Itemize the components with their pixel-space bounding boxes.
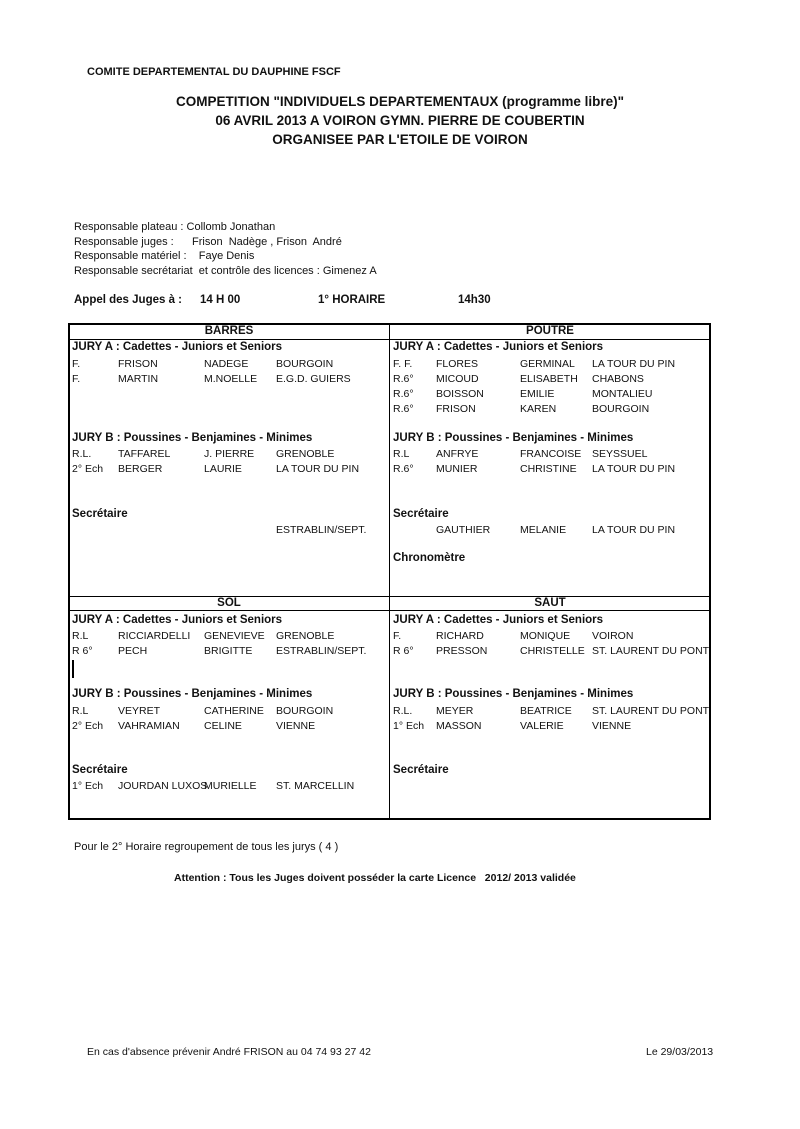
saut-secretaire-title: Secrétaire [393, 764, 449, 776]
grade-cell: R.6° [393, 463, 414, 475]
lastname-cell: FRISON [436, 403, 476, 415]
lastname-cell: GAUTHIER [436, 524, 491, 536]
firstname-cell: LAURIE [204, 463, 242, 475]
lastname-cell: MASSON [436, 720, 482, 732]
firstname-cell: GERMINAL [520, 358, 575, 370]
grade-cell: 1° Ech [393, 720, 425, 732]
firstname-cell: ELISABETH [520, 373, 578, 385]
lastname-cell: MUNIER [436, 463, 478, 475]
firstname-cell: J. PIERRE [204, 448, 255, 460]
attention-note: Attention : Tous les Juges doivent posséder la carte Licence 2012/ 2013 validée [174, 872, 576, 884]
club-cell: SEYSSUEL [592, 448, 648, 460]
horaire-label: 1° HORAIRE [318, 294, 386, 306]
grade-cell: R 6° [72, 645, 93, 657]
grade-cell: R.L [72, 705, 89, 717]
firstname-cell: M.NOELLE [204, 373, 258, 385]
club-cell: ST. MARCELLIN [276, 780, 355, 792]
club-cell: ESTRABLIN/SEPT. [276, 645, 367, 657]
club-cell: LA TOUR DU PIN [592, 524, 676, 536]
firstname-cell: FRANCOISE [520, 448, 582, 460]
absence-note: En cas d'absence prévenir André FRISON au 04 74 93 27 42 [87, 1046, 371, 1058]
responsable-secretariat: Responsable secrétariat et contrôle des licences : Gimenez A [74, 265, 377, 277]
lastname-cell: JOURDAN LUXOS [118, 780, 208, 792]
grade-cell: R.6° [393, 388, 414, 400]
club-cell: E.G.D. GUIERS [276, 373, 351, 385]
club-cell: BOURGOIN [592, 403, 650, 415]
grade-cell: 2° Ech [72, 463, 104, 475]
club-cell: VOIRON [592, 630, 634, 642]
club-cell: GRENOBLE [276, 448, 335, 460]
grade-cell: R.L [72, 630, 89, 642]
lastname-cell: PRESSON [436, 645, 488, 657]
grade-cell: F. [72, 373, 81, 385]
lastname-cell: RICCIARDELLI [118, 630, 191, 642]
club-cell: BOURGOIN [276, 358, 334, 370]
appel-time: 14 H 00 [200, 294, 241, 306]
appel-label: Appel des Juges à : [74, 294, 183, 306]
club-cell: MONTALIEU [592, 388, 653, 400]
firstname-cell: VALERIE [520, 720, 564, 732]
grade-cell: R 6° [393, 645, 414, 657]
club-cell: GRENOBLE [276, 630, 335, 642]
lastname-cell: VEYRET [118, 705, 161, 717]
firstname-cell: MELANIE [520, 524, 567, 536]
firstname-cell: BEATRICE [520, 705, 572, 717]
sol-jury-b-title: JURY B : Poussines - Benjamines - Minimes [72, 688, 313, 700]
saut-jury-b-title: JURY B : Poussines - Benjamines - Minimes [393, 688, 634, 700]
poutre-header: POUTRE [526, 325, 574, 337]
table-header-line-top [69, 339, 710, 340]
grade-cell: 1° Ech [72, 780, 104, 792]
firstname-cell: NADEGE [204, 358, 249, 370]
poutre-jury-a-title: JURY A : Cadettes - Juniors et Seniors [393, 341, 604, 353]
competition-date-place: 06 AVRIL 2013 A VOIRON GYMN. PIERRE DE COUBERTIN [215, 113, 585, 128]
competition-organizer: ORGANISEE PAR L'ETOILE DE VOIRON [272, 132, 528, 147]
grade-cell: F. F. [393, 358, 413, 370]
grade-cell: R.L. [393, 705, 413, 717]
grade-cell: R.6° [393, 373, 414, 385]
sol-jury-a-title: JURY A : Cadettes - Juniors et Seniors [72, 614, 283, 626]
club-cell: ST. LAURENT DU PONT [592, 645, 710, 657]
lastname-cell: ANFRYE [436, 448, 479, 460]
sol-secretaire-title: Secrétaire [72, 764, 128, 776]
club-cell: BOURGOIN [276, 705, 334, 717]
saut-header: SAUT [534, 597, 566, 609]
firstname-cell: CHRISTELLE [520, 645, 585, 657]
firstname-cell: KAREN [520, 403, 557, 415]
horaire-time: 14h30 [458, 294, 491, 306]
grade-cell: 2° Ech [72, 720, 104, 732]
club-cell: VIENNE [592, 720, 632, 732]
responsable-plateau: Responsable plateau : Collomb Jonathan [74, 221, 276, 233]
poutre-secretaire-title: Secrétaire [393, 508, 449, 520]
lastname-cell: VAHRAMIAN [118, 720, 180, 732]
table-center-divider [389, 324, 390, 819]
grade-cell: R.L. [72, 448, 92, 460]
barres-secretaire-title: Secrétaire [72, 508, 128, 520]
lastname-cell: BERGER [118, 463, 163, 475]
barres-header: BARRES [204, 325, 254, 337]
firstname-cell: EMILIE [520, 388, 555, 400]
poutre-jury-b-title: JURY B : Poussines - Benjamines - Minimes [393, 432, 634, 444]
club-cell: LA TOUR DU PIN [592, 463, 676, 475]
club-cell: LA TOUR DU PIN [592, 358, 676, 370]
lastname-cell: BOISSON [436, 388, 484, 400]
responsable-materiel: Responsable matériel : Faye Denis [74, 250, 255, 262]
grade-cell: R.L [393, 448, 410, 460]
lastname-cell: RICHARD [436, 630, 484, 642]
competition-title: COMPETITION "INDIVIDUELS DEPARTEMENTAUX (programme libre)" [175, 94, 625, 109]
lastname-cell: MARTIN [118, 373, 159, 385]
firstname-cell: CATHERINE [204, 705, 264, 717]
barres-jury-a-title: JURY A : Cadettes - Juniors et Seniors [72, 341, 283, 353]
horaire2-note: Pour le 2° Horaire regroupement de tous les jurys ( 4 ) [74, 841, 339, 853]
lastname-cell: MICOUD [436, 373, 479, 385]
club-cell: CHABONS [592, 373, 644, 385]
grade-cell: F. [393, 630, 402, 642]
text-cursor-mark [72, 660, 74, 678]
saut-jury-a-title: JURY A : Cadettes - Juniors et Seniors [393, 614, 604, 626]
club-cell: ST. LAURENT DU PONT [592, 705, 710, 717]
firstname-cell: MONIQUE [520, 630, 571, 642]
firstname-cell: GENEVIEVE [204, 630, 265, 642]
poutre-chrono-title: Chronomètre [393, 552, 466, 564]
firstname-cell: MURIELLE [204, 780, 257, 792]
club-cell: ESTRABLIN/SEPT. [276, 524, 367, 536]
lastname-cell: TAFFAREL [118, 448, 171, 460]
firstname-cell: BRIGITTE [204, 645, 253, 657]
sol-header: SOL [217, 597, 241, 609]
document-date: Le 29/03/2013 [646, 1046, 714, 1058]
lastname-cell: MEYER [436, 705, 474, 717]
barres-jury-b-title: JURY B : Poussines - Benjamines - Minimes [72, 432, 313, 444]
organization-name: COMITE DEPARTEMENTAL DU DAUPHINE FSCF [87, 66, 341, 78]
lastname-cell: FRISON [118, 358, 158, 370]
firstname-cell: CHRISTINE [520, 463, 577, 475]
club-cell: LA TOUR DU PIN [276, 463, 360, 475]
club-cell: VIENNE [276, 720, 316, 732]
table-header-line-bottom [69, 610, 710, 611]
lastname-cell: FLORES [436, 358, 479, 370]
grade-cell: F. [72, 358, 81, 370]
firstname-cell: CELINE [204, 720, 242, 732]
responsable-juges: Responsable juges : Frison Nadège , Frison André [74, 236, 342, 248]
grade-cell: R.6° [393, 403, 414, 415]
lastname-cell: PECH [118, 645, 148, 657]
